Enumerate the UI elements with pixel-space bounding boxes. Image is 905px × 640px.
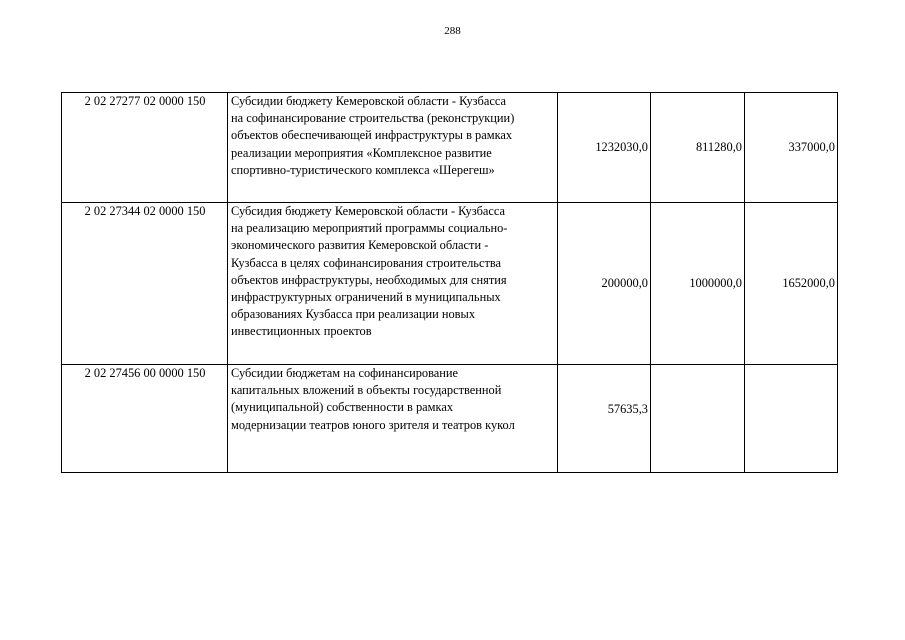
- description-line: объектов инфраструктуры, необходимых для снятия: [231, 272, 507, 287]
- budget-table: [61, 92, 838, 473]
- description-line: Кузбасса в целях софинансирования строительства: [231, 255, 502, 270]
- description-line: на реализацию мероприятий программы социально-: [231, 221, 508, 236]
- amount-cell: [745, 365, 838, 473]
- page-number: 288: [444, 25, 461, 37]
- description-line: Субсидии бюджету Кемеровской области - Кузбасса: [231, 94, 506, 108]
- description-cell: [228, 365, 558, 473]
- amount-cell: 337000,0: [745, 93, 838, 203]
- amount-cell: 811280,0: [651, 93, 745, 203]
- description-line: капитальных вложений в объекты государственной: [231, 383, 502, 398]
- description-cell: [228, 93, 558, 203]
- budget-code-cell: 2 02 27277 02 0000 150: [62, 93, 228, 203]
- amount-cell: 1000000,0: [651, 203, 745, 365]
- description-line: на софинансирование строительства (реконструкции): [231, 111, 515, 126]
- description-cell: [228, 203, 558, 365]
- table-row: [62, 203, 838, 365]
- description-line: реализации мероприятия «Комплексное развитие: [231, 145, 492, 160]
- description-line: инфраструктурных ограничений в муниципальных: [231, 290, 501, 305]
- budget-code-cell: 2 02 27456 00 0000 150: [62, 365, 228, 473]
- amount-cell: [651, 365, 745, 473]
- description-line: модернизации театров юного зрителя и театров кукол: [231, 417, 515, 432]
- description-line: спортивно-туристического комплекса «Шерегеш»: [231, 162, 495, 177]
- budget-code-cell: 2 02 27344 02 0000 150: [62, 203, 228, 365]
- description-line: экономического развития Кемеровской области -: [231, 238, 489, 253]
- description-line: объектов обеспечивающей инфраструктуры в рамках: [231, 128, 513, 143]
- amount-cell: 200000,0: [558, 203, 651, 365]
- description-line: Субсидии бюджетам на софинансирование: [231, 366, 459, 380]
- description-line: инвестиционных проектов: [231, 324, 372, 339]
- amount-cell: 1652000,0: [745, 203, 838, 365]
- amount-cell: 1232030,0: [558, 93, 651, 203]
- description-line: образованиях Кузбасса при реализации новых: [231, 307, 476, 322]
- description-line: Субсидия бюджету Кемеровской области - Кузбасса: [231, 204, 506, 218]
- table-row: [62, 93, 838, 203]
- amount-cell: 57635,3: [558, 365, 651, 473]
- table-row: [62, 365, 838, 473]
- description-line: (муниципальной) собственности в рамках: [231, 400, 454, 415]
